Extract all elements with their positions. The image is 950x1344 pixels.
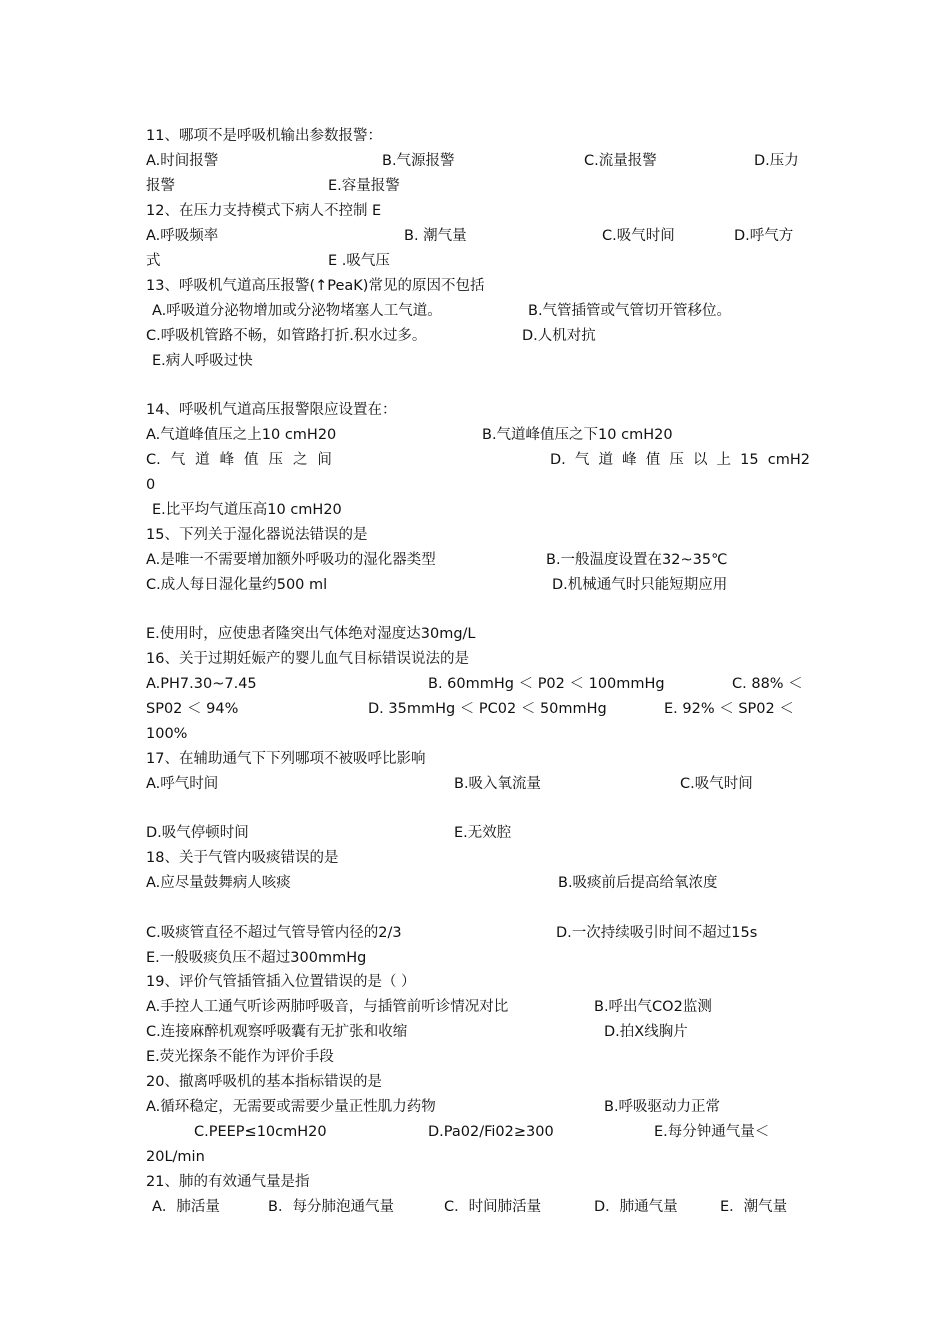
q13-option-a: A.呼吸道分泌物增加或分泌物堵塞人工气道。 bbox=[152, 303, 442, 319]
q14-stem: 14、呼吸机气道高压报警限应设置在： bbox=[146, 402, 397, 418]
q14-options-line3 bbox=[146, 473, 810, 497]
q18-option-e: E.一般吸痰负压不超过300mmHg bbox=[146, 950, 367, 966]
q21-option-a: A．肺活量 bbox=[152, 1199, 220, 1215]
q17-option-d: D.吸气停顿时间 bbox=[146, 825, 249, 841]
q19-options-line3 bbox=[146, 1045, 810, 1069]
q15-option-c: C.成人每日湿化量约500 ml bbox=[146, 577, 328, 593]
q16-option-c: C. 88% ＜ bbox=[732, 676, 803, 692]
q17-option-b: B.吸入氧流量 bbox=[454, 776, 542, 792]
q16-option-c-cont: SP02 ＜ 94% bbox=[146, 701, 239, 717]
q13-option-b: B.气管插管或气管切开管移位。 bbox=[528, 303, 732, 319]
q13-stem: 13、呼吸机气道高压报警(↑PeaK)常见的原因不包括 bbox=[146, 278, 485, 294]
q18-options-line2 bbox=[146, 921, 810, 945]
q20-option-c: C.PEEP≤10cmH20 bbox=[194, 1124, 327, 1140]
q15-option-d: D.机械通气时只能短期应用 bbox=[552, 577, 728, 593]
q12-option-d: D.呼气方 bbox=[734, 228, 794, 244]
q21-stem: 21、肺的有效通气量是指 bbox=[146, 1174, 310, 1190]
q13-options-line2 bbox=[146, 324, 810, 348]
q12-options-line2 bbox=[146, 249, 810, 273]
q20-options-line3 bbox=[146, 1145, 810, 1169]
q17-option-e: E.无效腔 bbox=[454, 825, 512, 841]
q19-option-a: A.手控人工通气听诊两肺呼吸音，与插管前听诊情况对比 bbox=[146, 999, 509, 1015]
q21-option-e: E．潮气量 bbox=[720, 1199, 788, 1215]
q15-stem: 15、下列关于湿化器说法错误的是 bbox=[146, 527, 368, 543]
q12-option-c: C.吸气时间 bbox=[602, 228, 675, 244]
q16-option-e-cont: 100% bbox=[146, 726, 188, 742]
q17-options-line2 bbox=[146, 821, 810, 845]
q19-options-line1 bbox=[146, 995, 810, 1019]
q21-option-c: C．时间肺活量 bbox=[444, 1199, 542, 1215]
q13-options-line3 bbox=[146, 349, 810, 373]
q19-options-line2 bbox=[146, 1020, 810, 1044]
q11-option-a: A.时间报警 bbox=[146, 153, 219, 169]
q20-option-d: D.Pa02/Fi02≥300 bbox=[428, 1124, 554, 1140]
q18-option-d: D.一次持续吸引时间不超过15s bbox=[556, 925, 758, 941]
q16-option-b: B. 60mmHg ＜ P02 ＜ 100mmHg bbox=[428, 676, 665, 692]
q18-options-line3 bbox=[146, 946, 810, 970]
q14-option-d: D. 气 道 峰 值 压 以 上 15 cmH2 bbox=[550, 452, 810, 468]
q17-stem: 17、在辅助通气下下列哪项不被吸呼比影响 bbox=[146, 751, 426, 767]
q19-stem: 19、评价气管插管插入位置错误的是（ ） bbox=[146, 974, 416, 990]
q11-option-d: D.压力 bbox=[754, 153, 799, 169]
q13-option-c: C.呼吸机管路不畅，如管路打折.积水过多。 bbox=[146, 328, 427, 344]
q18-options-line1 bbox=[146, 871, 810, 895]
q16-stem: 16、关于过期妊娠产的婴儿血气目标错误说法的是 bbox=[146, 651, 469, 667]
q13-option-e: E.病人呼吸过快 bbox=[152, 353, 253, 369]
q17-option-a: A.呼气时间 bbox=[146, 776, 219, 792]
q19-option-d: D.拍X线胸片 bbox=[604, 1024, 688, 1040]
q12-option-e: E .吸气压 bbox=[328, 253, 390, 269]
q16-option-e: E. 92% ＜ SP02 ＜ bbox=[664, 701, 794, 717]
q15-option-e: E.使用时，应使患者隆突出气体绝对湿度达30mg/L bbox=[146, 626, 476, 642]
q20-options-line1 bbox=[146, 1095, 810, 1119]
q15-option-b: B.一般温度设置在32~35℃ bbox=[546, 552, 728, 568]
q14-option-d-cont: 0 bbox=[146, 477, 156, 493]
q18-option-a: A.应尽量鼓舞病人咳痰 bbox=[146, 875, 291, 891]
q19-option-b: B.呼出气CO2监测 bbox=[594, 999, 712, 1015]
q16-options-line2 bbox=[146, 697, 810, 721]
q18-option-c: C.吸痰管直径不超过气管导管内径的2/3 bbox=[146, 925, 402, 941]
q11-stem: 11、哪项不是呼吸机输出参数报警： bbox=[146, 128, 382, 144]
q20-stem: 20、撤离呼吸机的基本指标错误的是 bbox=[146, 1074, 382, 1090]
q20-option-b: B.呼吸驱动力正常 bbox=[604, 1099, 721, 1115]
q14-option-e: E.比平均气道压高10 cmH20 bbox=[152, 502, 342, 518]
q21-option-d: D．肺通气量 bbox=[594, 1199, 678, 1215]
q15-option-a: A.是唯一不需要增加额外呼吸功的湿化器类型 bbox=[146, 552, 436, 568]
q13-option-d: D.人机对抗 bbox=[522, 328, 596, 344]
q14-options-line2 bbox=[146, 448, 810, 472]
q21-option-b: B．每分肺泡通气量 bbox=[268, 1199, 394, 1215]
q19-option-c: C.连接麻醉机观察呼吸囊有无扩张和收缩 bbox=[146, 1024, 408, 1040]
q20-options-line2 bbox=[146, 1120, 810, 1144]
q16-options-line3 bbox=[146, 722, 810, 746]
q12-options-line1 bbox=[146, 224, 810, 248]
q16-options-line1 bbox=[146, 672, 810, 696]
q16-option-d: D. 35mmHg ＜ PC02 ＜ 50mmHg bbox=[368, 701, 607, 717]
q12-stem: 12、在压力支持模式下病人不控制 E bbox=[146, 203, 382, 219]
q16-option-a: A.PH7.30~7.45 bbox=[146, 676, 257, 692]
q14-option-b: B.气道峰值压之下10 cmH20 bbox=[482, 427, 673, 443]
q20-option-e: E.每分钟通气量＜ bbox=[654, 1124, 770, 1140]
q11-option-c: C.流量报警 bbox=[584, 153, 657, 169]
q20-option-e-cont: 20L/min bbox=[146, 1149, 205, 1165]
q15-options-line3 bbox=[146, 622, 810, 646]
q12-option-b: B. 潮气量 bbox=[404, 228, 467, 244]
q11-option-d-cont: 报警 bbox=[146, 178, 175, 194]
q13-options-line1 bbox=[146, 299, 810, 323]
q12-option-a: A.呼吸频率 bbox=[146, 228, 219, 244]
q11-option-b: B.气源报警 bbox=[382, 153, 455, 169]
q14-options-line1 bbox=[146, 423, 810, 447]
q15-options-line1 bbox=[146, 548, 810, 572]
q18-option-b: B.吸痰前后提高给氧浓度 bbox=[558, 875, 718, 891]
q14-option-c: C. 气 道 峰 值 压 之 间 bbox=[146, 452, 332, 468]
q20-option-a: A.循环稳定，无需要或需要少量正性肌力药物 bbox=[146, 1099, 436, 1115]
q18-stem: 18、关于气管内吸痰错误的是 bbox=[146, 850, 339, 866]
q17-options-line1 bbox=[146, 772, 810, 796]
q15-options-line2 bbox=[146, 573, 810, 597]
q17-option-c: C.吸气时间 bbox=[680, 776, 753, 792]
q12-option-d-cont: 式 bbox=[146, 253, 161, 269]
q21-options-line1 bbox=[146, 1195, 810, 1219]
q11-options-line2 bbox=[146, 174, 810, 198]
q11-option-e: E.容量报警 bbox=[328, 178, 400, 194]
q14-option-a: A.气道峰值压之上10 cmH20 bbox=[146, 427, 337, 443]
q14-options-line4 bbox=[146, 498, 810, 522]
q19-option-e: E.荧光探条不能作为评价手段 bbox=[146, 1049, 334, 1065]
q11-options-line1 bbox=[146, 149, 810, 173]
